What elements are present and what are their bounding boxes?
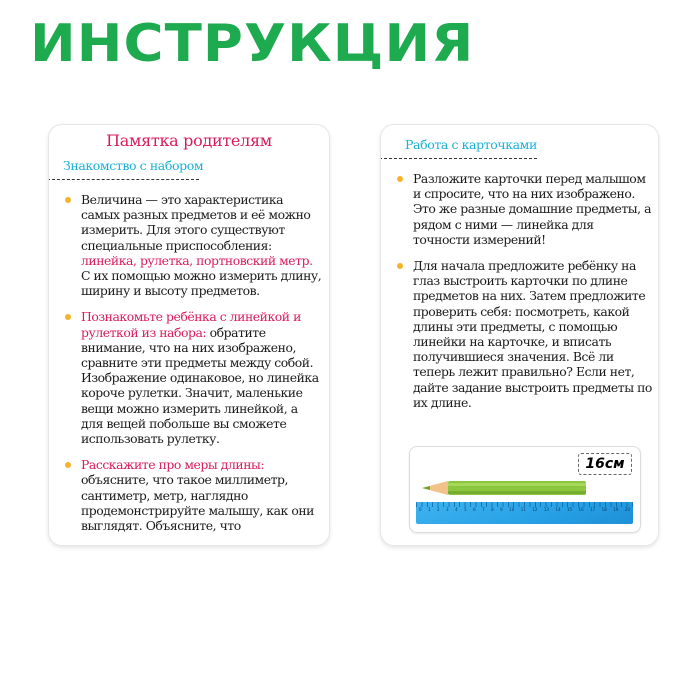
item-highlight: линейка, рулетка, портновский метр. <box>81 252 313 268</box>
item-text: Разложите карточки перед малышом и спросите, что на них изображено. Это же разные домашние предметы, а рядом с ними — линейка для точности измерений! <box>413 171 652 247</box>
bullet-dot-icon <box>397 263 403 269</box>
bullet-dot-icon <box>65 462 71 468</box>
memo-list <box>49 192 329 533</box>
pencil-icon <box>422 481 588 495</box>
item-highlight: Расскажите про меры длины: <box>81 457 265 473</box>
item-text: Для начала предложите ребёнку на глаз выстроить карточки по длине предметов на них. Затем предложите проверить себя: посмотреть, какой длины эти предметы, с помощью линейки на карточке, и вписать получившиеся значения. Всё ли теперь лежит правильно? Если нет, дайте задание выстроить предметы по их длине. <box>413 258 652 410</box>
card-heading: Памятка родителям <box>106 131 272 150</box>
item-text: Величина — это характеристика самых разных предметов и её можно измерить. Для этого существуют специальные приспособления: <box>81 192 311 253</box>
dashed-divider <box>48 179 199 180</box>
bullet-dot-icon <box>65 314 71 320</box>
item-text: С их помощью можно измерить длину, ширину и высоту предметов. <box>81 268 322 299</box>
bullet-dot-icon <box>397 176 403 182</box>
ruler-numbers: 0 1 2 3 4 5 6 7 8 9 10 11 12 13 14 15 16 17 18 19 20 <box>419 507 630 512</box>
item-text: объясните, что такое миллиметр, сантиметр, метр, наглядно продемонстрируйте малышу, как они выглядят. Объясните, что <box>81 472 314 534</box>
list-item <box>397 171 652 247</box>
bullet-dot-icon <box>65 197 71 203</box>
page-title: ИНСТРУКЦИЯ <box>30 14 475 74</box>
measurement-illustration <box>409 446 641 533</box>
cards-list <box>381 171 658 410</box>
measurement-label: 16см <box>578 453 632 475</box>
list-item <box>65 457 323 533</box>
section-title-kit-intro: Знакомство с набором <box>63 158 204 173</box>
dashed-divider <box>380 158 537 159</box>
list-item <box>65 309 323 446</box>
list-item <box>397 258 652 410</box>
item-text: обратите внимание, что на них изображено, сравните эти предметы между собой. Изображение одинаковое, но линейка короче рулетки. Значит, маленькие вещи можно измерить линейкой, а для вещей побольше вы сможете использовать рулетку. <box>81 324 319 447</box>
list-item <box>65 192 323 298</box>
item-highlight: Познакомьте ребёнка с линейкой и рулеткой из набора: <box>81 309 301 340</box>
parents-memo-card <box>48 124 330 546</box>
section-title-cards: Работа с карточками <box>405 137 537 152</box>
ruler-icon <box>416 502 633 524</box>
